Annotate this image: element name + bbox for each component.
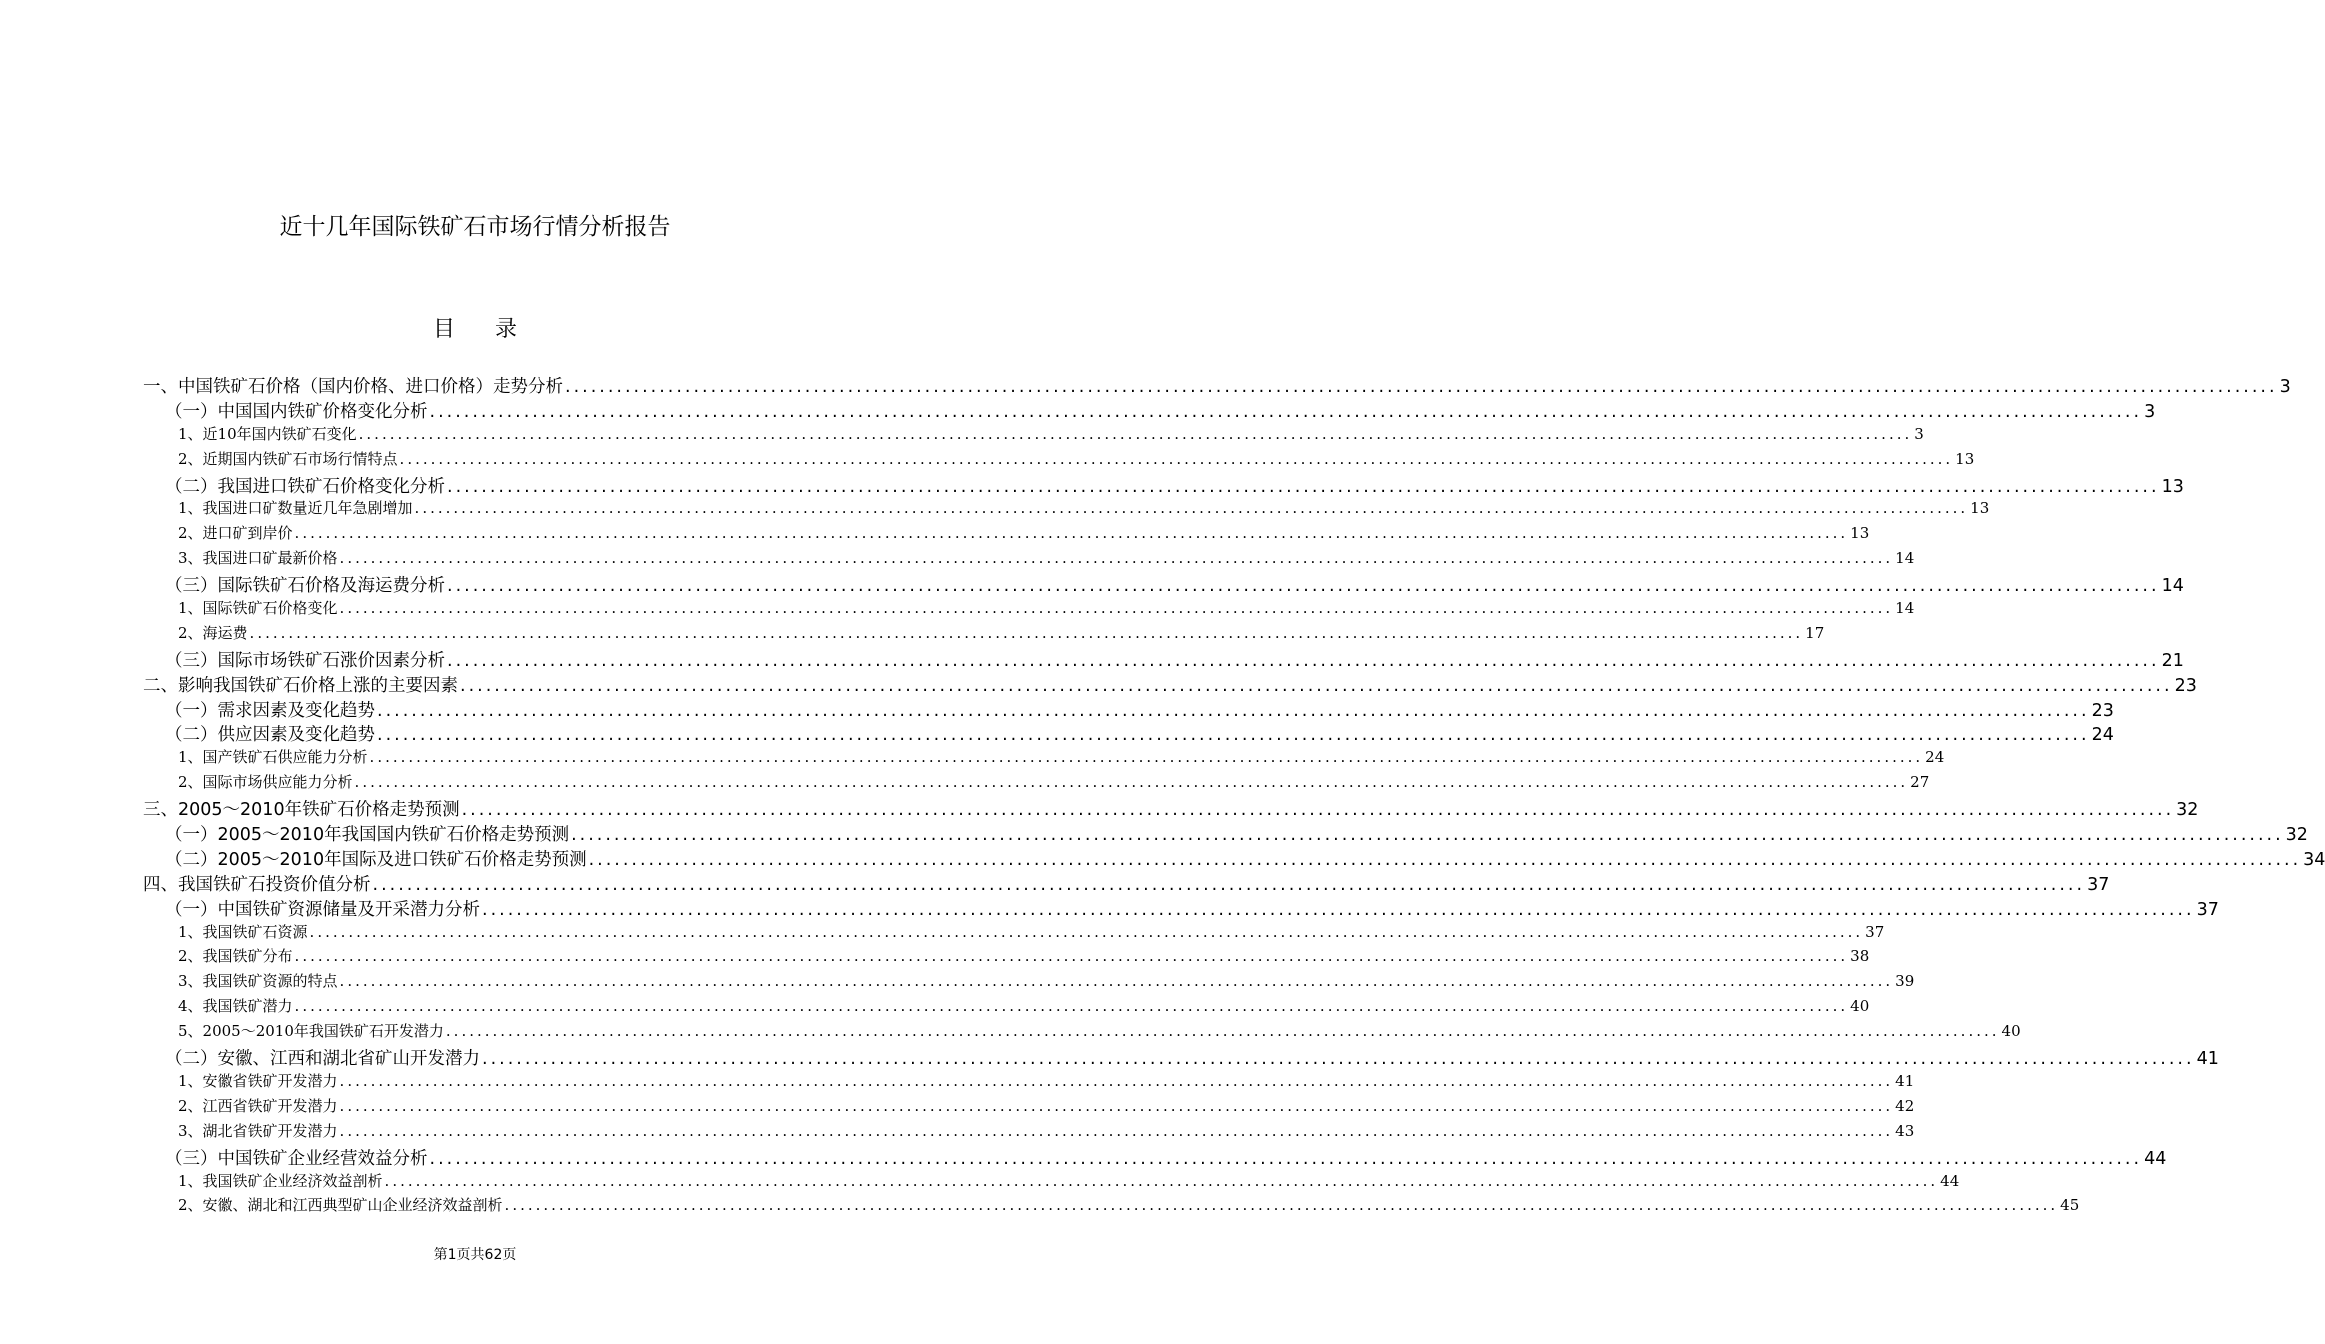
toc-entry[interactable] bbox=[143, 1194, 2080, 1219]
toc-entry-page: 39 bbox=[1895, 972, 1915, 991]
toc-entry-page: 24 bbox=[2091, 725, 2114, 746]
dot-leader: ........................................................................................................................................................................................................ bbox=[339, 972, 1894, 991]
toc-entry[interactable] bbox=[143, 1145, 2167, 1170]
toc-entry-page: 3 bbox=[2144, 401, 2156, 422]
toc-entry[interactable] bbox=[143, 1070, 1915, 1095]
toc-entry-label: 1、我国进口矿数量近几年急剧增加 bbox=[178, 499, 413, 518]
toc-entry-page: 45 bbox=[2060, 1196, 2080, 1215]
toc-entry-label: 2、进口矿到岸价 bbox=[178, 524, 293, 543]
toc-entry-label: 5、2005～2010年我国铁矿石开发潜力 bbox=[178, 1022, 444, 1041]
toc-entry[interactable] bbox=[143, 1020, 2021, 1045]
dot-leader: ........................................................................................................................................................................................................ bbox=[447, 650, 2160, 671]
dot-leader: ........................................................................................................................................................................................................ bbox=[460, 675, 2173, 696]
toc-entry-label: 4、我国铁矿潜力 bbox=[178, 997, 293, 1016]
dot-leader: ........................................................................................................................................................................................................ bbox=[399, 449, 1954, 468]
toc-entry-label: （二）我国进口铁矿石价格变化分析 bbox=[165, 476, 445, 497]
dot-leader: ........................................................................................................................................................................................................ bbox=[294, 947, 1849, 966]
toc-entry-page: 3 bbox=[1914, 424, 1924, 443]
toc-entry-page: 34 bbox=[2303, 849, 2325, 870]
toc-entry[interactable] bbox=[143, 1045, 2219, 1070]
toc-entry-label: 一、中国铁矿石价格（国内价格、进口价格）走势分析 bbox=[143, 377, 563, 397]
dot-leader: ........................................................................................................................................................................................................ bbox=[339, 1071, 1894, 1090]
toc-entry-label: 二、影响我国铁矿石价格上涨的主要因素 bbox=[143, 675, 458, 696]
toc-entry[interactable] bbox=[143, 597, 1915, 622]
dot-leader: ........................................................................................................................................................................................................ bbox=[339, 1121, 1894, 1140]
toc-entry[interactable] bbox=[143, 697, 2114, 722]
page-footer: 第1页共62页 bbox=[433, 1247, 517, 1263]
toc-entry[interactable] bbox=[143, 921, 1885, 946]
dot-leader: ........................................................................................................................................................................................................ bbox=[571, 825, 2284, 846]
toc-entry[interactable] bbox=[143, 448, 1975, 473]
toc-entry-label: （二）2005～2010年国际及进口铁矿石价格走势预测 bbox=[165, 849, 587, 870]
dot-leader: ........................................................................................................................................................................................................ bbox=[309, 922, 1864, 941]
toc-entry[interactable] bbox=[143, 647, 2184, 672]
toc-entry-page: 17 bbox=[1805, 623, 1825, 642]
dot-leader: ........................................................................................................................................................................................................ bbox=[482, 899, 2195, 920]
toc-entry-page: 13 bbox=[1850, 524, 1870, 543]
toc-entry-page: 13 bbox=[1970, 499, 1990, 518]
toc-entry[interactable] bbox=[143, 497, 1990, 522]
toc-entry[interactable] bbox=[143, 995, 1870, 1020]
toc-entry-label: 2、安徽、湖北和江西典型矿山企业经济效益剖析 bbox=[178, 1196, 503, 1215]
toc-entry[interactable] bbox=[143, 970, 1915, 995]
dot-leader: ........................................................................................................................................................................................................ bbox=[384, 1171, 1939, 1190]
toc-entry[interactable] bbox=[143, 1170, 1960, 1195]
toc-entry-page: 41 bbox=[2196, 1049, 2219, 1070]
dot-leader: ........................................................................................................................................................................................................ bbox=[339, 549, 1894, 568]
toc-entry-label: （三）国际铁矿石价格及海运费分析 bbox=[165, 576, 445, 597]
toc-entry-page: 23 bbox=[2091, 700, 2114, 721]
toc-entry-page: 40 bbox=[2001, 1022, 2021, 1041]
dot-leader: ........................................................................................................................................................................................................ bbox=[482, 1049, 2195, 1070]
toc-entry[interactable] bbox=[143, 1120, 1915, 1145]
toc-entry-label: 2、国际市场供应能力分析 bbox=[178, 773, 353, 792]
toc-entry-label: 3、湖北省铁矿开发潜力 bbox=[178, 1121, 338, 1140]
dot-leader: ........................................................................................................................................................................................................ bbox=[294, 524, 1849, 543]
dot-leader: ........................................................................................................................................................................................................ bbox=[377, 700, 2090, 721]
toc-entry[interactable] bbox=[143, 423, 1924, 448]
toc-entry[interactable] bbox=[143, 945, 1870, 970]
toc-entry-page: 43 bbox=[1895, 1121, 1915, 1140]
toc-entry-page: 24 bbox=[1925, 748, 1945, 767]
dot-leader: ........................................................................................................................................................................................................ bbox=[429, 401, 2143, 422]
dot-leader: ........................................................................................................................................................................................................ bbox=[249, 623, 1804, 642]
toc-entry-label: （一）中国国内铁矿价格变化分析 bbox=[165, 401, 428, 422]
dot-leader: ........................................................................................................................................................................................................ bbox=[504, 1196, 2059, 1215]
dot-leader: ........................................................................................................................................................................................................ bbox=[339, 599, 1894, 618]
toc-heading-char-1: 目 bbox=[432, 317, 455, 342]
toc-entry-page: 42 bbox=[1895, 1096, 1915, 1115]
toc-entry-label: 2、近期国内铁矿石市场行情特点 bbox=[178, 449, 398, 468]
toc-entry-label: 3、我国进口矿最新价格 bbox=[178, 549, 338, 568]
dot-leader: ........................................................................................................................................................................................................ bbox=[354, 773, 1909, 792]
toc-entry-page: 44 bbox=[1940, 1171, 1960, 1190]
toc-entry-label: 1、我国铁矿企业经济效益剖析 bbox=[178, 1171, 383, 1190]
dot-leader: ........................................................................................................................................................................................................ bbox=[447, 576, 2160, 597]
table-of-contents bbox=[143, 373, 2325, 1219]
dot-leader: ........................................................................................................................................................................................................ bbox=[588, 849, 2302, 870]
toc-entry-label: （三）国际市场铁矿石涨价因素分析 bbox=[165, 650, 445, 671]
toc-heading-char-2: 录 bbox=[495, 317, 518, 342]
toc-entry-page: 3 bbox=[2279, 377, 2291, 397]
toc-entry[interactable] bbox=[143, 398, 2156, 423]
toc-entry[interactable] bbox=[143, 846, 2325, 871]
dot-leader: ........................................................................................................................................................................................................ bbox=[358, 424, 1913, 443]
toc-entry-label: 3、我国铁矿资源的特点 bbox=[178, 972, 338, 991]
toc-entry-page: 14 bbox=[1895, 599, 1915, 618]
toc-entry-page: 41 bbox=[1895, 1071, 1915, 1090]
toc-entry-page: 14 bbox=[2161, 576, 2184, 597]
toc-entry-page: 13 bbox=[1955, 449, 1975, 468]
document-title: 近十几年国际铁矿石市场行情分析报告 bbox=[279, 214, 671, 240]
dot-leader: ........................................................................................................................................................................................................ bbox=[565, 377, 2278, 397]
toc-entry[interactable] bbox=[143, 746, 1945, 771]
dot-leader: ........................................................................................................................................................................................................ bbox=[445, 1022, 2000, 1041]
toc-entry-label: （一）2005～2010年我国国内铁矿石价格走势预测 bbox=[165, 825, 570, 846]
toc-entry[interactable] bbox=[143, 547, 1915, 572]
toc-entry-page: 37 bbox=[2087, 874, 2110, 895]
toc-entry-label: 三、2005～2010年铁矿石价格走势预测 bbox=[143, 800, 460, 821]
toc-entry-page: 14 bbox=[1895, 549, 1915, 568]
toc-heading bbox=[0, 312, 950, 343]
toc-entry-label: （三）中国铁矿企业经营效益分析 bbox=[165, 1148, 428, 1169]
toc-entry-page: 27 bbox=[1910, 773, 1930, 792]
toc-entry[interactable] bbox=[143, 572, 2184, 597]
dot-leader: ........................................................................................................................................................................................................ bbox=[447, 476, 2160, 497]
toc-entry-page: 40 bbox=[1850, 997, 1870, 1016]
dot-leader: ........................................................................................................................................................................................................ bbox=[369, 748, 1924, 767]
toc-entry-page: 38 bbox=[1850, 947, 1870, 966]
toc-entry[interactable] bbox=[143, 522, 1870, 547]
toc-entry[interactable] bbox=[143, 1095, 1915, 1120]
toc-entry-label: 四、我国铁矿石投资价值分析 bbox=[143, 874, 371, 895]
toc-entry-label: 1、近10年国内铁矿石变化 bbox=[178, 424, 357, 443]
toc-entry[interactable] bbox=[143, 896, 2219, 921]
toc-entry[interactable] bbox=[143, 821, 2308, 846]
toc-entry[interactable] bbox=[143, 796, 2199, 821]
toc-entry[interactable] bbox=[143, 373, 2291, 398]
toc-entry-label: （二）安徽、江西和湖北省矿山开发潜力 bbox=[165, 1049, 480, 1070]
toc-entry[interactable] bbox=[143, 622, 1825, 647]
dot-leader: ........................................................................................................................................................................................................ bbox=[294, 997, 1849, 1016]
toc-entry-page: 32 bbox=[2285, 825, 2308, 846]
toc-entry[interactable] bbox=[143, 871, 2110, 896]
toc-entry-label: 1、国产铁矿石供应能力分析 bbox=[178, 748, 368, 767]
toc-entry[interactable] bbox=[143, 473, 2184, 498]
toc-entry-label: （二）供应因素及变化趋势 bbox=[165, 725, 375, 746]
toc-entry-page: 37 bbox=[2196, 899, 2219, 920]
dot-leader: ........................................................................................................................................................................................................ bbox=[461, 800, 2175, 821]
toc-entry-page: 37 bbox=[1865, 922, 1885, 941]
toc-entry-label: 2、海运费 bbox=[178, 623, 248, 642]
toc-entry-label: 1、我国铁矿石资源 bbox=[178, 922, 308, 941]
toc-entry-page: 21 bbox=[2161, 650, 2184, 671]
toc-entry[interactable] bbox=[143, 672, 2197, 697]
toc-entry-label: （一）中国铁矿资源储量及开采潜力分析 bbox=[165, 899, 480, 920]
toc-entry-label: 1、国际铁矿石价格变化 bbox=[178, 599, 338, 618]
dot-leader: ........................................................................................................................................................................................................ bbox=[414, 499, 1969, 518]
dot-leader: ........................................................................................................................................................................................................ bbox=[372, 874, 2086, 895]
dot-leader: ........................................................................................................................................................................................................ bbox=[377, 725, 2090, 746]
toc-entry[interactable] bbox=[143, 721, 2114, 746]
toc-entry-label: 2、我国铁矿分布 bbox=[178, 947, 293, 966]
toc-entry-label: （一）需求因素及变化趋势 bbox=[165, 700, 375, 721]
toc-entry[interactable] bbox=[143, 771, 1930, 796]
dot-leader: ........................................................................................................................................................................................................ bbox=[429, 1148, 2143, 1169]
toc-entry-page: 44 bbox=[2144, 1148, 2167, 1169]
toc-entry-page: 23 bbox=[2174, 675, 2197, 696]
toc-entry-label: 1、安徽省铁矿开发潜力 bbox=[178, 1071, 338, 1090]
toc-entry-page: 13 bbox=[2161, 476, 2184, 497]
toc-entry-page: 32 bbox=[2176, 800, 2199, 821]
toc-entry-label: 2、江西省铁矿开发潜力 bbox=[178, 1096, 338, 1115]
dot-leader: ........................................................................................................................................................................................................ bbox=[339, 1096, 1894, 1115]
